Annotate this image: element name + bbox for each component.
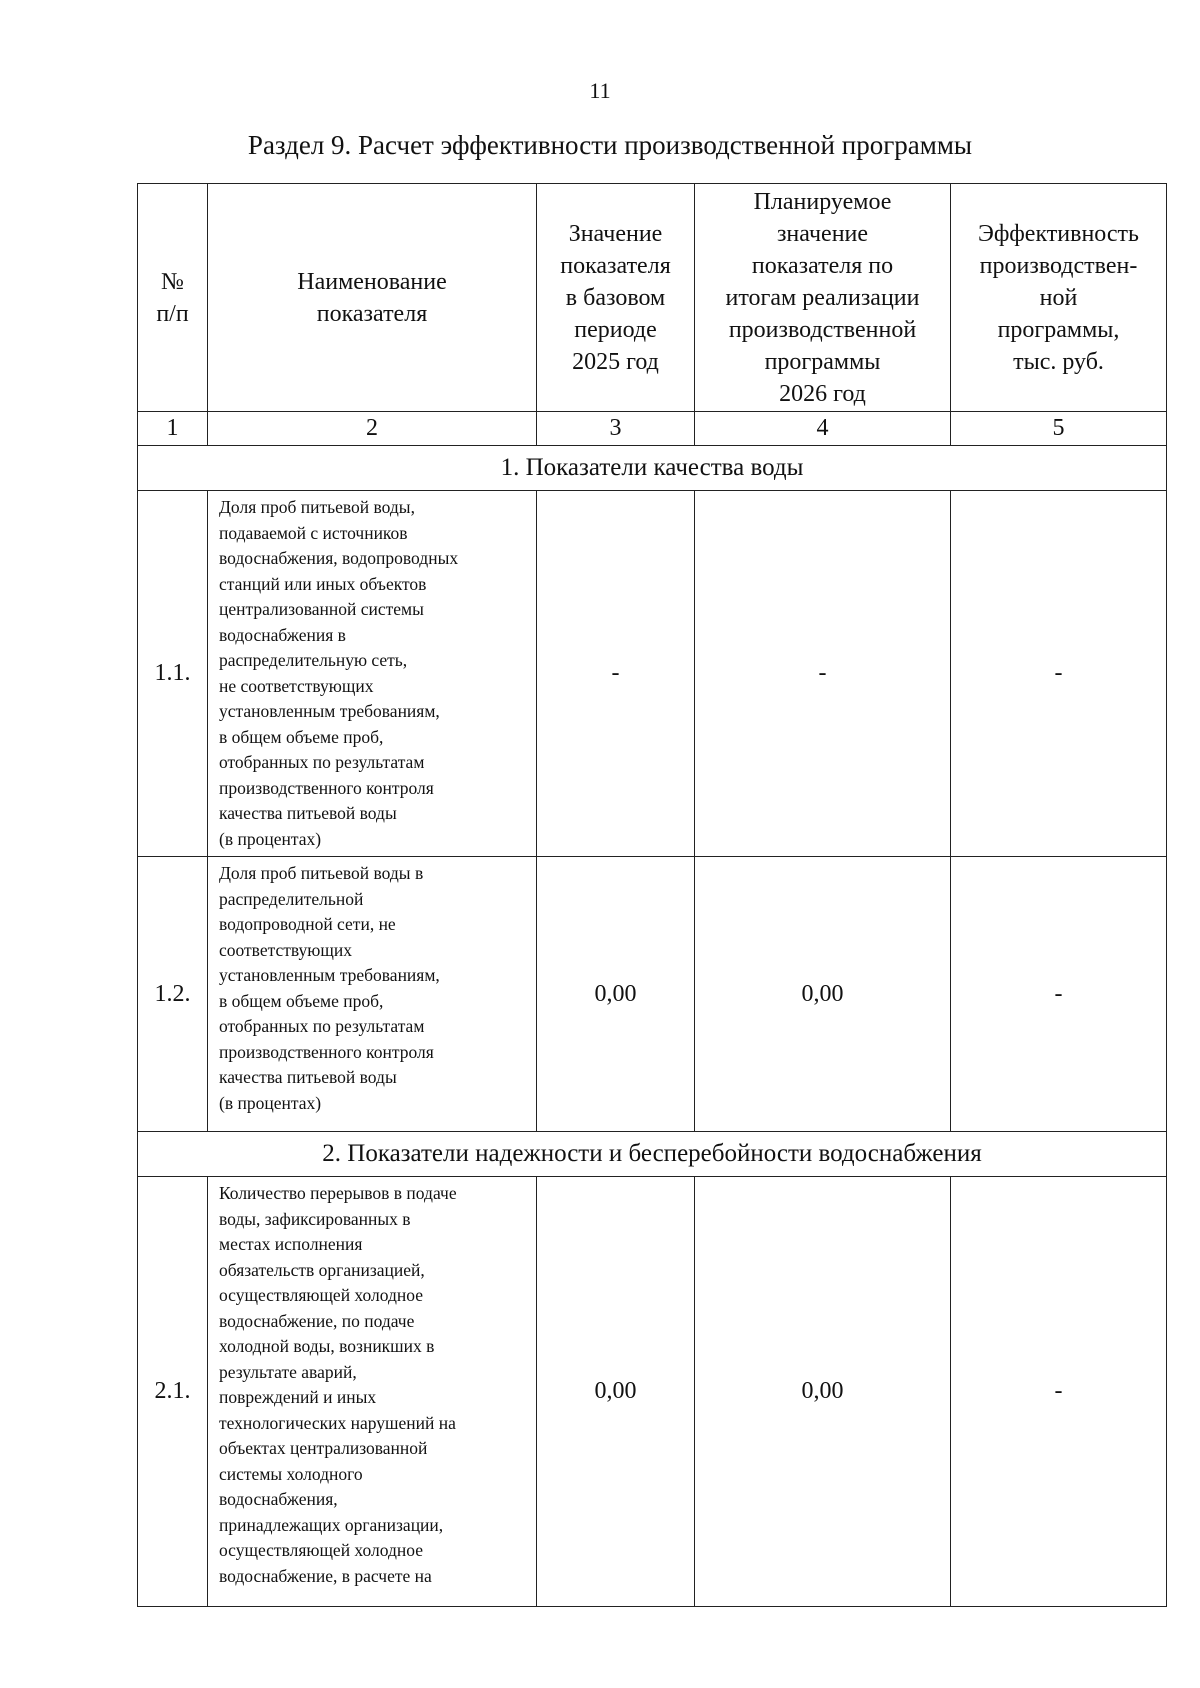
row-number: 1.1. <box>138 491 208 857</box>
column-number: 3 <box>537 412 695 446</box>
column-number-row <box>138 412 1167 446</box>
section-title: Раздел 9. Расчет эффективности производственной программы <box>247 130 973 160</box>
page-number: 11 <box>589 78 611 103</box>
row-number: 2.1. <box>138 1177 208 1607</box>
planned-value: 0,00 <box>695 1177 951 1607</box>
column-number: 4 <box>695 412 951 446</box>
base-value: 0,00 <box>537 1177 695 1607</box>
base-value: - <box>537 491 695 857</box>
header-base-value: Значение показателя в базовом периоде 2025 год <box>537 184 695 412</box>
planned-value: 0,00 <box>695 857 951 1132</box>
header-number: № п/п <box>138 184 208 412</box>
section-row <box>138 1132 1167 1177</box>
header-indicator-name: Наименование показателя <box>208 184 537 412</box>
section-heading: 1. Показатели качества воды <box>138 446 1167 491</box>
efficiency-table <box>137 183 1167 1607</box>
header-row <box>138 184 1167 412</box>
row-number: 1.2. <box>138 857 208 1132</box>
header-planned-value: Планируемое значение показателя по итогам реализации производственной программы 2026 год <box>695 184 951 412</box>
table-row <box>138 491 1167 857</box>
planned-value: - <box>695 491 951 857</box>
column-number: 1 <box>138 412 208 446</box>
table-row <box>138 1177 1167 1607</box>
indicator-name: Количество перерывов в подаче воды, зафиксированных в местах исполнения обязательств организацией, осуществляющей холодное водоснабжение, по подаче холодной воды, возникших в результате аварий, повреждений и иных технологических нарушений на объектах централизованной системы холодного водоснабжения, принадлежащих организации, осуществляющей холодное водоснабжение, в расчете на <box>208 1177 537 1607</box>
base-value: 0,00 <box>537 857 695 1132</box>
efficiency-value: - <box>951 857 1167 1132</box>
efficiency-value: - <box>951 1177 1167 1607</box>
column-number: 2 <box>208 412 537 446</box>
section-heading: 2. Показатели надежности и бесперебойности водоснабжения <box>138 1132 1167 1177</box>
indicator-name: Доля проб питьевой воды, подаваемой с источников водоснабжения, водопроводных станций или иных объектов централизованной системы водоснабжения в распределительную сеть, не соответствующих установленным требованиям, в общем объеме проб, отобранных по результатам производственного контроля качества питьевой воды (в процентах) <box>208 491 537 857</box>
header-efficiency: Эффективность производствен- ной программы, тыс. руб. <box>951 184 1167 412</box>
table-row <box>138 857 1167 1132</box>
indicator-name: Доля проб питьевой воды в распределительной водопроводной сети, не соответствующих установленным требованиям, в общем объеме проб, отобранных по результатам производственного контроля качества питьевой воды (в процентах) <box>208 857 537 1132</box>
efficiency-value: - <box>951 491 1167 857</box>
column-number: 5 <box>951 412 1167 446</box>
section-row <box>138 446 1167 491</box>
